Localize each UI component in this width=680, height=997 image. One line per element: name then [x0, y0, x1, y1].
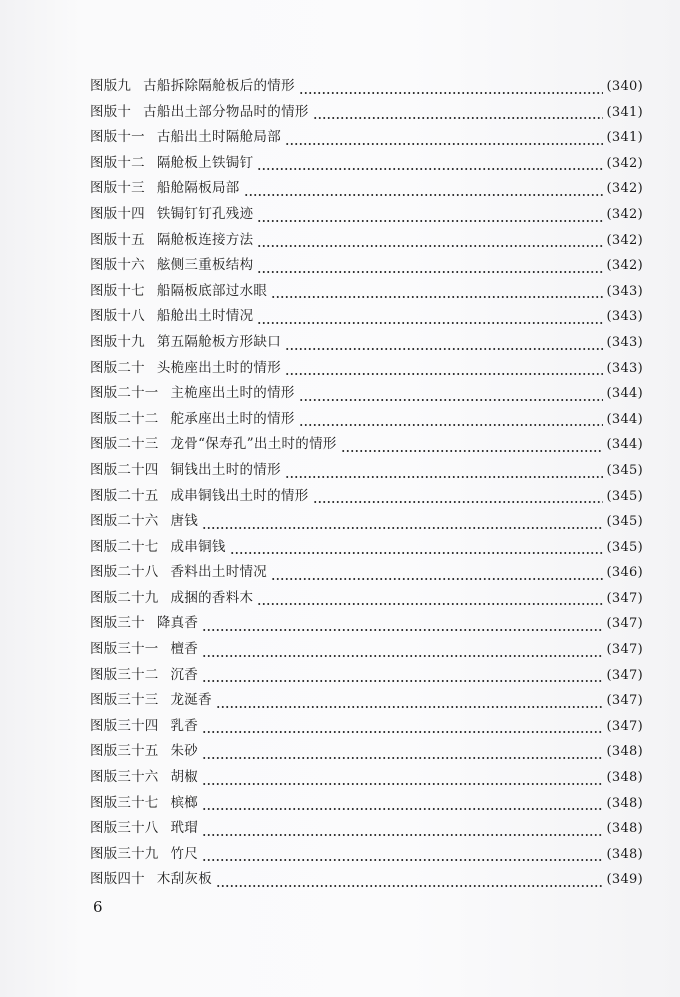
dot-leader [285, 476, 603, 478]
dot-leader [299, 92, 603, 94]
plate-list [90, 74, 643, 893]
plate-number: 图版三十九 [90, 845, 159, 862]
toc-entry [90, 279, 643, 305]
plate-number: 图版三十四 [90, 717, 159, 734]
dot-leader [202, 629, 602, 631]
dot-leader [202, 680, 602, 682]
plate-number: 图版十八 [90, 308, 145, 325]
plate-title: 船舱隔板局部 [156, 180, 240, 197]
plate-number: 图版九 [90, 78, 132, 94]
plate-number: 图版三十六 [90, 769, 159, 786]
toc-entry [90, 842, 643, 868]
toc-entry [90, 867, 643, 893]
plate-title: 唐钱 [170, 513, 199, 530]
toc-entry [90, 560, 643, 586]
plate-title: 成捆的香料木 [170, 589, 254, 606]
page-reference: (343) [606, 283, 643, 299]
page-reference: (340) [606, 79, 643, 94]
plate-title: 隔舱板上铁锔钉 [156, 154, 254, 171]
page-reference: (344) [606, 411, 643, 427]
plate-title: 船隔板底部过水眼 [156, 282, 268, 299]
page-reference: (346) [606, 565, 643, 581]
plate-number: 图版十四 [90, 205, 145, 222]
toc-entry [90, 330, 643, 356]
dot-leader [299, 424, 603, 426]
plate-title: 龙涎香 [170, 692, 212, 709]
plate-title: 朱砂 [170, 743, 199, 760]
toc-entry [90, 176, 643, 202]
plate-number: 图版二十八 [90, 564, 159, 581]
dot-leader [257, 220, 602, 222]
dot-leader [202, 834, 602, 836]
toc-entry [90, 791, 643, 817]
dot-leader [285, 348, 603, 350]
toc-entry [90, 586, 643, 612]
toc-entry [90, 535, 643, 561]
dot-leader [257, 245, 602, 247]
page-reference: (345) [606, 462, 643, 478]
plate-title: 古船拆除隔舱板后的情形 [143, 78, 295, 94]
page-reference: (347) [606, 616, 643, 632]
page-reference: (344) [606, 386, 643, 402]
plate-number: 图版二十三 [90, 436, 159, 453]
plate-title: 成串铜钱 [170, 538, 226, 555]
plate-title: 玳瑁 [170, 820, 199, 837]
plate-title: 檀香 [170, 641, 199, 658]
page-reference: (341) [606, 104, 643, 120]
toc-entry [90, 356, 643, 382]
dot-leader [202, 527, 602, 529]
plate-number: 图版三十八 [90, 820, 159, 837]
dot-leader [202, 757, 602, 759]
dot-leader [271, 578, 602, 580]
plate-title: 沉香 [170, 666, 199, 683]
dot-leader [257, 603, 602, 605]
plate-title: 古船出土时隔舱局部 [156, 129, 282, 146]
dot-leader [216, 706, 603, 708]
toc-entry [90, 253, 643, 279]
plate-number: 图版二十一 [90, 385, 159, 402]
dot-leader [230, 552, 603, 554]
dot-leader [202, 731, 602, 733]
dot-leader [257, 322, 602, 324]
toc-entry [90, 100, 643, 126]
dot-leader [313, 117, 603, 119]
plate-title: 槟榔 [170, 794, 199, 811]
plate-number: 图版三十七 [90, 794, 159, 811]
page-reference: (347) [606, 590, 643, 606]
dot-leader [285, 143, 603, 145]
plate-number: 图版十三 [90, 180, 145, 197]
page-reference: (347) [606, 718, 643, 734]
page-reference: (344) [606, 437, 643, 453]
plate-title: 竹尺 [170, 845, 199, 862]
toc-entry [90, 509, 643, 535]
plate-title: 舵承座出土时的情形 [170, 410, 295, 427]
plate-number: 图版二十五 [90, 487, 159, 504]
page-reference: (345) [606, 488, 643, 504]
dot-leader [341, 450, 603, 452]
plate-title: 主桅座出土时的情形 [170, 385, 295, 402]
plate-number: 图版十一 [90, 129, 145, 146]
plate-title: 隔舱板连接方法 [156, 231, 254, 248]
plate-number: 图版三十 [90, 615, 145, 632]
toc-entry [90, 816, 643, 842]
toc-entry [90, 74, 643, 100]
dot-leader [216, 885, 603, 887]
plate-number: 图版十二 [90, 154, 145, 171]
plate-number: 图版十六 [90, 257, 145, 274]
plate-number: 图版二十九 [90, 589, 159, 606]
page-reference: (342) [606, 258, 643, 274]
toc-entry [90, 432, 643, 458]
plate-title: 木刮灰板 [156, 871, 213, 888]
dot-leader [244, 194, 603, 196]
page-reference: (342) [606, 206, 643, 222]
toc-entry [90, 304, 643, 330]
toc-entry [90, 228, 643, 254]
page-reference: (342) [606, 232, 643, 248]
plate-title: 乳香 [170, 717, 199, 734]
plate-title: 香料出土时情况 [170, 564, 268, 581]
dot-leader [202, 859, 602, 861]
page-reference: (342) [606, 155, 643, 171]
toc-entry [90, 484, 643, 510]
page-reference: (342) [606, 181, 643, 197]
toc-entry [90, 611, 643, 637]
dot-leader [313, 501, 603, 503]
page-reference: (343) [606, 334, 643, 350]
page-reference: (343) [606, 309, 643, 325]
plate-title: 第五隔舱板方形缺口 [156, 333, 282, 350]
dot-leader [271, 296, 602, 298]
plate-title: 胡椒 [170, 769, 199, 786]
plate-number: 图版四十 [90, 871, 145, 888]
plate-number: 图版三十二 [90, 666, 159, 683]
toc-entry [90, 125, 643, 151]
page-reference: (348) [606, 846, 643, 862]
toc-entry [90, 458, 643, 484]
page-reference: (341) [606, 130, 643, 146]
toc-entry [90, 663, 643, 689]
plate-number: 图版二十四 [90, 461, 159, 478]
toc-entry [90, 765, 643, 791]
toc-entry [90, 407, 643, 433]
plate-number: 图版二十六 [90, 513, 159, 530]
page-reference: (345) [606, 514, 643, 530]
page-reference: (345) [606, 539, 643, 555]
dot-leader [285, 373, 603, 375]
plate-title: 铁锔钉钉孔残迹 [156, 205, 254, 222]
plate-title: 成串铜钱出土时的情形 [170, 487, 309, 504]
plate-title: 舷侧三重板结构 [156, 257, 254, 274]
dot-leader [257, 168, 602, 170]
plate-number: 图版三十三 [90, 692, 159, 709]
page-reference: (348) [606, 821, 643, 837]
plate-title: 降真香 [156, 615, 199, 632]
dot-leader [202, 655, 602, 657]
toc-entry [90, 739, 643, 765]
toc-entry [90, 381, 643, 407]
toc-entry [90, 637, 643, 663]
dot-leader [257, 271, 602, 273]
plate-number: 图版二十 [90, 359, 145, 376]
plate-number: 图版三十一 [90, 641, 159, 658]
toc-entry [90, 202, 643, 228]
plate-number: 图版十七 [90, 282, 145, 299]
plate-title: 船舱出土时情况 [156, 308, 254, 325]
page-reference: (348) [606, 770, 643, 786]
plate-title: 铜钱出土时的情形 [170, 461, 281, 478]
page-reference: (347) [606, 667, 643, 683]
plate-title: 头桅座出土时的情形 [156, 359, 282, 376]
page-number: 6 [93, 898, 103, 916]
plate-number: 图版十五 [90, 231, 145, 248]
plate-number: 图版十九 [90, 333, 145, 350]
page-reference: (347) [606, 693, 643, 709]
toc-entry [90, 714, 643, 740]
page-reference: (343) [606, 360, 643, 376]
plate-title: 古船出土部分物品时的情形 [143, 103, 309, 120]
toc-entry [90, 151, 643, 177]
dot-leader [202, 808, 602, 810]
dot-leader [202, 783, 602, 785]
plate-number: 图版二十七 [90, 538, 159, 555]
plate-title: 龙骨“保寿孔”出土时的情形 [170, 436, 337, 453]
page-reference: (348) [606, 795, 643, 811]
plate-number: 图版三十五 [90, 743, 159, 760]
page-reference: (349) [606, 872, 643, 888]
plate-number: 图版二十二 [90, 410, 159, 427]
page-reference: (347) [606, 642, 643, 658]
toc-entry [90, 688, 643, 714]
plate-number: 图版十 [90, 103, 132, 120]
dot-leader [299, 399, 603, 401]
page-reference: (348) [606, 744, 643, 760]
